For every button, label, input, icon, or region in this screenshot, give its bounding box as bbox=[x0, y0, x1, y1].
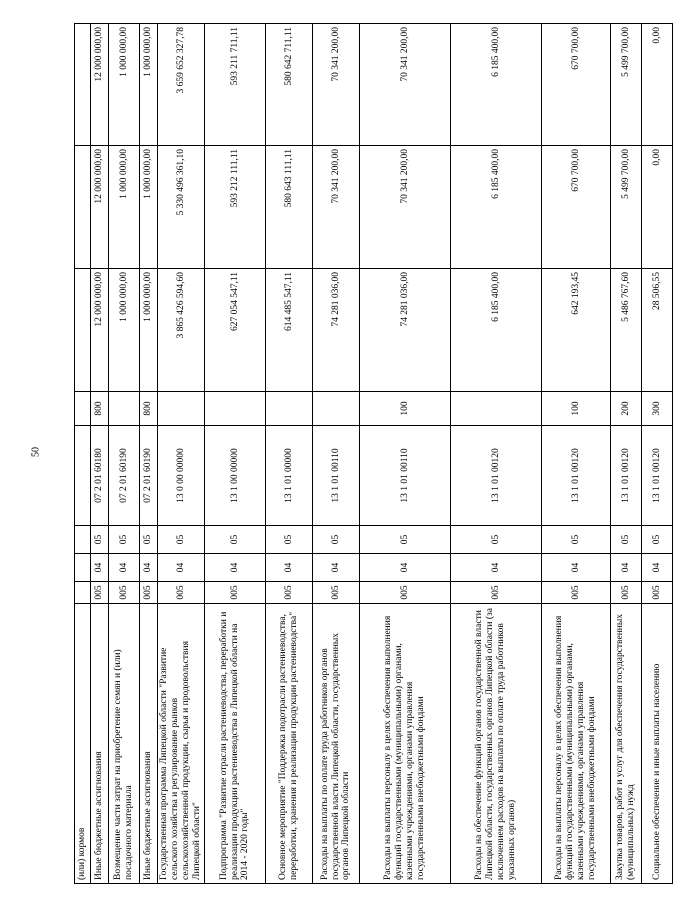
row-target-article: 07 2 01 60180 bbox=[91, 426, 109, 526]
row-amount-year-1: 74 281 036,00 bbox=[360, 269, 451, 392]
row-admin-code: 005 bbox=[109, 582, 140, 604]
row-amount-year-2: 5 330 496 361,10 bbox=[158, 146, 205, 269]
page-number: 50 bbox=[30, 447, 42, 457]
row-amount-year-2: 70 341 200,00 bbox=[360, 146, 451, 269]
row-podrazdel: 05 bbox=[451, 526, 542, 554]
row-amount-year-1: 12 000 000,00 bbox=[91, 269, 109, 392]
row-target-article: 13 0 00 00000 bbox=[158, 426, 205, 526]
row-expense-type bbox=[205, 392, 266, 426]
row-admin-code: 005 bbox=[313, 582, 360, 604]
table-row bbox=[611, 24, 642, 884]
row-amount-year-3: 593 211 711,11 bbox=[205, 24, 266, 146]
row-amount-year-3: 670 700,00 bbox=[542, 24, 611, 146]
table-row bbox=[109, 24, 140, 884]
row-admin-code: 005 bbox=[360, 582, 451, 604]
row-expense-type bbox=[266, 392, 313, 426]
row-amount-year-2: 5 499 700,00 bbox=[611, 146, 642, 269]
row-amount-year-3: 12 000 000,00 bbox=[91, 24, 109, 146]
row-podrazdel: 05 bbox=[642, 526, 673, 554]
row-amount-year-3: 70 341 200,00 bbox=[360, 24, 451, 146]
row-expense-type: 800 bbox=[140, 392, 158, 426]
row-admin-code: 005 bbox=[611, 582, 642, 604]
row-podrazdel: 05 bbox=[205, 526, 266, 554]
row-amount-year-3 bbox=[75, 24, 91, 146]
row-podrazdel: 05 bbox=[360, 526, 451, 554]
row-razdel bbox=[75, 554, 91, 582]
row-name: Иные бюджетные ассигнования bbox=[91, 604, 109, 884]
table-row bbox=[140, 24, 158, 884]
row-amount-year-3: 6 185 400,00 bbox=[451, 24, 542, 146]
row-expense-type bbox=[109, 392, 140, 426]
row-razdel: 04 bbox=[140, 554, 158, 582]
row-amount-year-1 bbox=[75, 269, 91, 392]
row-target-article: 13 1 01 00120 bbox=[642, 426, 673, 526]
row-admin-code: 005 bbox=[205, 582, 266, 604]
row-amount-year-1: 74 281 036,00 bbox=[313, 269, 360, 392]
row-target-article: 13 1 00 00000 bbox=[205, 426, 266, 526]
table-row bbox=[313, 24, 360, 884]
row-amount-year-1: 627 054 547,11 bbox=[205, 269, 266, 392]
row-admin-code: 005 bbox=[542, 582, 611, 604]
row-target-article bbox=[75, 426, 91, 526]
row-name: Иные бюджетные ассигнования bbox=[140, 604, 158, 884]
row-podrazdel: 05 bbox=[542, 526, 611, 554]
row-amount-year-2: 0,00 bbox=[642, 146, 673, 269]
row-razdel: 04 bbox=[313, 554, 360, 582]
row-amount-year-2: 12 000 000,00 bbox=[91, 146, 109, 269]
row-name: Подпрограмма "Развитие отрасли растениеводства, переработки и реализации продукции растениеводства в Липецкой области на 2014 - 2020 годы" bbox=[205, 604, 266, 884]
row-podrazdel: 05 bbox=[91, 526, 109, 554]
row-podrazdel: 05 bbox=[611, 526, 642, 554]
row-target-article: 13 1 01 00110 bbox=[360, 426, 451, 526]
row-amount-year-3: 1 000 000,00 bbox=[109, 24, 140, 146]
row-expense-type bbox=[158, 392, 205, 426]
table-row bbox=[642, 24, 673, 884]
row-razdel: 04 bbox=[158, 554, 205, 582]
row-amount-year-1: 1 000 000,00 bbox=[109, 269, 140, 392]
row-razdel: 04 bbox=[205, 554, 266, 582]
table-row bbox=[75, 24, 91, 884]
row-admin-code: 005 bbox=[451, 582, 542, 604]
row-name: Возмещение части затрат на приобретение семян и (или) посадочного материала bbox=[109, 604, 140, 884]
row-razdel: 04 bbox=[360, 554, 451, 582]
row-amount-year-1: 6 185 400,00 bbox=[451, 269, 542, 392]
row-amount-year-2: 1 000 000,00 bbox=[140, 146, 158, 269]
table-row bbox=[266, 24, 313, 884]
row-expense-type: 200 bbox=[611, 392, 642, 426]
row-razdel: 04 bbox=[611, 554, 642, 582]
row-amount-year-3: 70 341 200,00 bbox=[313, 24, 360, 146]
row-razdel: 04 bbox=[109, 554, 140, 582]
row-amount-year-1: 1 000 000,00 bbox=[140, 269, 158, 392]
budget-table bbox=[74, 23, 673, 884]
row-expense-type: 800 bbox=[91, 392, 109, 426]
row-name: Расходы на обеспечение функций органов государственной власти Липецкой области, государственных органов Липецкой области (за исключением расходов на выплаты по оплате труда работников указанных органов) bbox=[451, 604, 542, 884]
row-razdel: 04 bbox=[451, 554, 542, 582]
row-admin-code: 005 bbox=[642, 582, 673, 604]
row-target-article: 13 1 01 00120 bbox=[611, 426, 642, 526]
row-target-article: 13 1 01 00110 bbox=[313, 426, 360, 526]
rotated-table-container bbox=[74, 24, 662, 884]
row-amount-year-2: 670 700,00 bbox=[542, 146, 611, 269]
row-razdel: 04 bbox=[91, 554, 109, 582]
row-amount-year-2: 70 341 200,00 bbox=[313, 146, 360, 269]
row-name: Расходы на выплаты по оплате труда работников органов государственной власти Липецкой области, государственных органов Липецкой области bbox=[313, 604, 360, 884]
row-expense-type bbox=[313, 392, 360, 426]
row-expense-type bbox=[451, 392, 542, 426]
row-podrazdel: 05 bbox=[140, 526, 158, 554]
row-amount-year-3: 0,00 bbox=[642, 24, 673, 146]
table-row bbox=[360, 24, 451, 884]
row-amount-year-3: 1 000 000,00 bbox=[140, 24, 158, 146]
row-expense-type bbox=[75, 392, 91, 426]
row-admin-code: 005 bbox=[140, 582, 158, 604]
row-amount-year-2: 593 212 111,11 bbox=[205, 146, 266, 269]
row-podrazdel bbox=[75, 526, 91, 554]
row-admin-code: 005 bbox=[91, 582, 109, 604]
row-amount-year-2: 580 643 111,11 bbox=[266, 146, 313, 269]
row-target-article: 13 1 01 00120 bbox=[451, 426, 542, 526]
row-amount-year-3: 580 642 711,11 bbox=[266, 24, 313, 146]
row-target-article: 07 2 01 60190 bbox=[109, 426, 140, 526]
table-row bbox=[451, 24, 542, 884]
row-amount-year-3: 3 659 652 327,78 bbox=[158, 24, 205, 146]
row-name: Основное мероприятие "Поддержка подотрасли растениеводства, переработки, хранения и реализации продукции растениеводства" bbox=[266, 604, 313, 884]
table-row bbox=[205, 24, 266, 884]
row-podrazdel: 05 bbox=[313, 526, 360, 554]
row-amount-year-1: 614 485 547,11 bbox=[266, 269, 313, 392]
row-target-article: 07 2 01 60190 bbox=[140, 426, 158, 526]
row-expense-type: 300 bbox=[642, 392, 673, 426]
row-amount-year-1: 28 506,55 bbox=[642, 269, 673, 392]
table-row bbox=[542, 24, 611, 884]
row-amount-year-2: 1 000 000,00 bbox=[109, 146, 140, 269]
row-podrazdel: 05 bbox=[109, 526, 140, 554]
row-admin-code: 005 bbox=[266, 582, 313, 604]
row-podrazdel: 05 bbox=[158, 526, 205, 554]
row-razdel: 04 bbox=[266, 554, 313, 582]
row-name: Закупка товаров, работ и услуг для обеспечения государственных (муниципальных) нужд bbox=[611, 604, 642, 884]
row-name: (или) кормов bbox=[75, 604, 91, 884]
row-amount-year-1: 5 486 767,60 bbox=[611, 269, 642, 392]
row-name: Социальное обеспечение и иные выплаты населению bbox=[642, 604, 673, 884]
row-amount-year-2 bbox=[75, 146, 91, 269]
row-razdel: 04 bbox=[642, 554, 673, 582]
row-admin-code bbox=[75, 582, 91, 604]
row-expense-type: 100 bbox=[360, 392, 451, 426]
table-row bbox=[158, 24, 205, 884]
row-amount-year-1: 3 865 426 594,60 bbox=[158, 269, 205, 392]
row-target-article: 13 1 01 00000 bbox=[266, 426, 313, 526]
row-name: Расходы на выплаты персоналу в целях обеспечения выполнения функций государственными (муниципальными) органами, казенными учреждениями, органами управления государственными внебюджетными фондами bbox=[360, 604, 451, 884]
row-amount-year-1: 642 193,45 bbox=[542, 269, 611, 392]
row-expense-type: 100 bbox=[542, 392, 611, 426]
row-name: Расходы на выплаты персоналу в целях обеспечения выполнения функций государственными (муниципальными) органами, казенными учреждениями, органами управления государственными внебюджетными фондами bbox=[542, 604, 611, 884]
table-row bbox=[91, 24, 109, 884]
row-razdel: 04 bbox=[542, 554, 611, 582]
row-admin-code: 005 bbox=[158, 582, 205, 604]
row-podrazdel: 05 bbox=[266, 526, 313, 554]
row-target-article: 13 1 01 00120 bbox=[542, 426, 611, 526]
row-amount-year-3: 5 499 700,00 bbox=[611, 24, 642, 146]
row-name: Государственная программа Липецкой области "Развитие сельского хозяйства и регулирование рынков сельскохозяйственной продукции, сырья и продовольствия Липецкой области" bbox=[158, 604, 205, 884]
row-amount-year-2: 6 185 400,00 bbox=[451, 146, 542, 269]
